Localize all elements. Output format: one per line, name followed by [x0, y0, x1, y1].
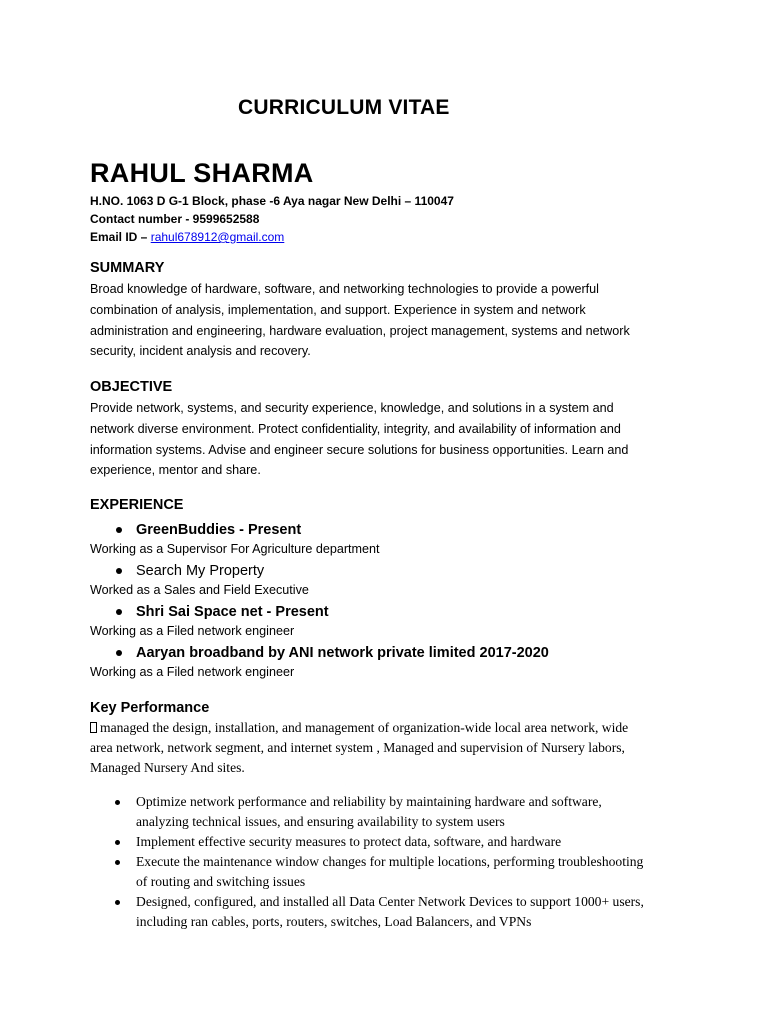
intro-line: area network, network segment, and internet system , Managed and supervision of Nursery labors, [90, 740, 625, 755]
document-title: CURRICULUM VITAE [238, 96, 450, 119]
bullet-icon [116, 650, 122, 656]
key-performance-heading: Key Performance [90, 700, 210, 716]
experience-title: Search My Property [90, 561, 690, 581]
address-line: H.NO. 1063 D G-1 Block, phase -6 Aya nagar New Delhi – 110047 [90, 194, 454, 208]
experience-item [90, 643, 690, 682]
objective-line: information systems. Advise and engineer secure solutions for business opportunities. Learn and [90, 442, 629, 457]
email-line [90, 228, 454, 246]
key-performance-intro [90, 718, 690, 778]
list-item [90, 852, 690, 892]
key-performance-list [90, 792, 690, 932]
list-item-line: Optimize network performance and reliability by maintaining hardware and software, [136, 794, 602, 809]
list-item [90, 892, 690, 932]
summary-heading: SUMMARY [90, 260, 165, 276]
intro-line: Managed Nursery And sites. [90, 760, 245, 775]
experience-description: Working as a Filed network engineer [90, 665, 295, 679]
summary-line: administration and engineering, hardware evaluation, project management, systems and network [90, 323, 630, 338]
bullet-icon [115, 860, 120, 865]
summary-line: Broad knowledge of hardware, software, and networking technologies to provide a powerful [90, 282, 599, 296]
list-item-line: including ran cables, ports, routers, switches, Load Balancers, and VPNs [136, 914, 532, 929]
summary-line: security, incident analysis and recovery. [90, 344, 311, 359]
list-item-line: of routing and switching issues [136, 874, 306, 889]
experience-description: Working as a Filed network engineer [90, 624, 295, 638]
list-item-line: Designed, configured, and installed all Data Center Network Devices to support 1000+ users, [136, 894, 644, 909]
contact-block [90, 192, 454, 246]
objective-line: network diverse environment. Protect confidentiality, integrity, and availability of information and [90, 421, 621, 436]
bullet-icon [115, 900, 120, 905]
summary-paragraph [90, 279, 680, 362]
experience-description: Worked as a Sales and Field Executive [90, 583, 309, 597]
experience-item [90, 520, 690, 559]
objective-line: Provide network, systems, and security experience, knowledge, and solutions in a system and [90, 401, 614, 415]
bullet-icon [116, 609, 122, 615]
experience-title: Aaryan broadband by ANI network private limited 2017-2020 [90, 643, 690, 663]
bullet-icon [116, 527, 122, 533]
experience-item [90, 561, 690, 600]
experience-description: Working as a Supervisor For Agriculture department [90, 542, 380, 556]
list-item-line: Implement effective security measures to protect data, software, and hardware [136, 834, 562, 849]
experience-title: Shri Sai Space net - Present [90, 602, 690, 622]
list-item-line: analyzing technical issues, and ensuring availability to system users [136, 814, 505, 829]
email-label: Email ID – [90, 230, 151, 244]
bullet-icon [116, 568, 122, 574]
candidate-name: RAHUL SHARMA [90, 158, 314, 188]
bullet-icon [115, 840, 120, 845]
experience-title: GreenBuddies - Present [90, 520, 690, 540]
bullet-icon [115, 800, 120, 805]
missing-glyph-icon [90, 722, 97, 733]
list-item-line: Execute the maintenance window changes for multiple locations, performing troubleshooting [136, 854, 644, 869]
experience-heading: EXPERIENCE [90, 497, 184, 513]
intro-line: managed the design, installation, and management of organization-wide local area network, wide [90, 718, 690, 738]
email-link[interactable]: rahul678912@gmail.com [150, 230, 285, 244]
objective-paragraph [90, 398, 680, 481]
list-item [90, 832, 690, 852]
phone-line: Contact number - 9599652588 [90, 212, 260, 226]
objective-line: experience, mentor and share. [90, 463, 261, 478]
summary-line: combination of analysis, implementation, and support. Experience in system and network [90, 302, 586, 317]
experience-item [90, 602, 690, 641]
objective-heading: OBJECTIVE [90, 379, 173, 395]
list-item [90, 792, 690, 832]
